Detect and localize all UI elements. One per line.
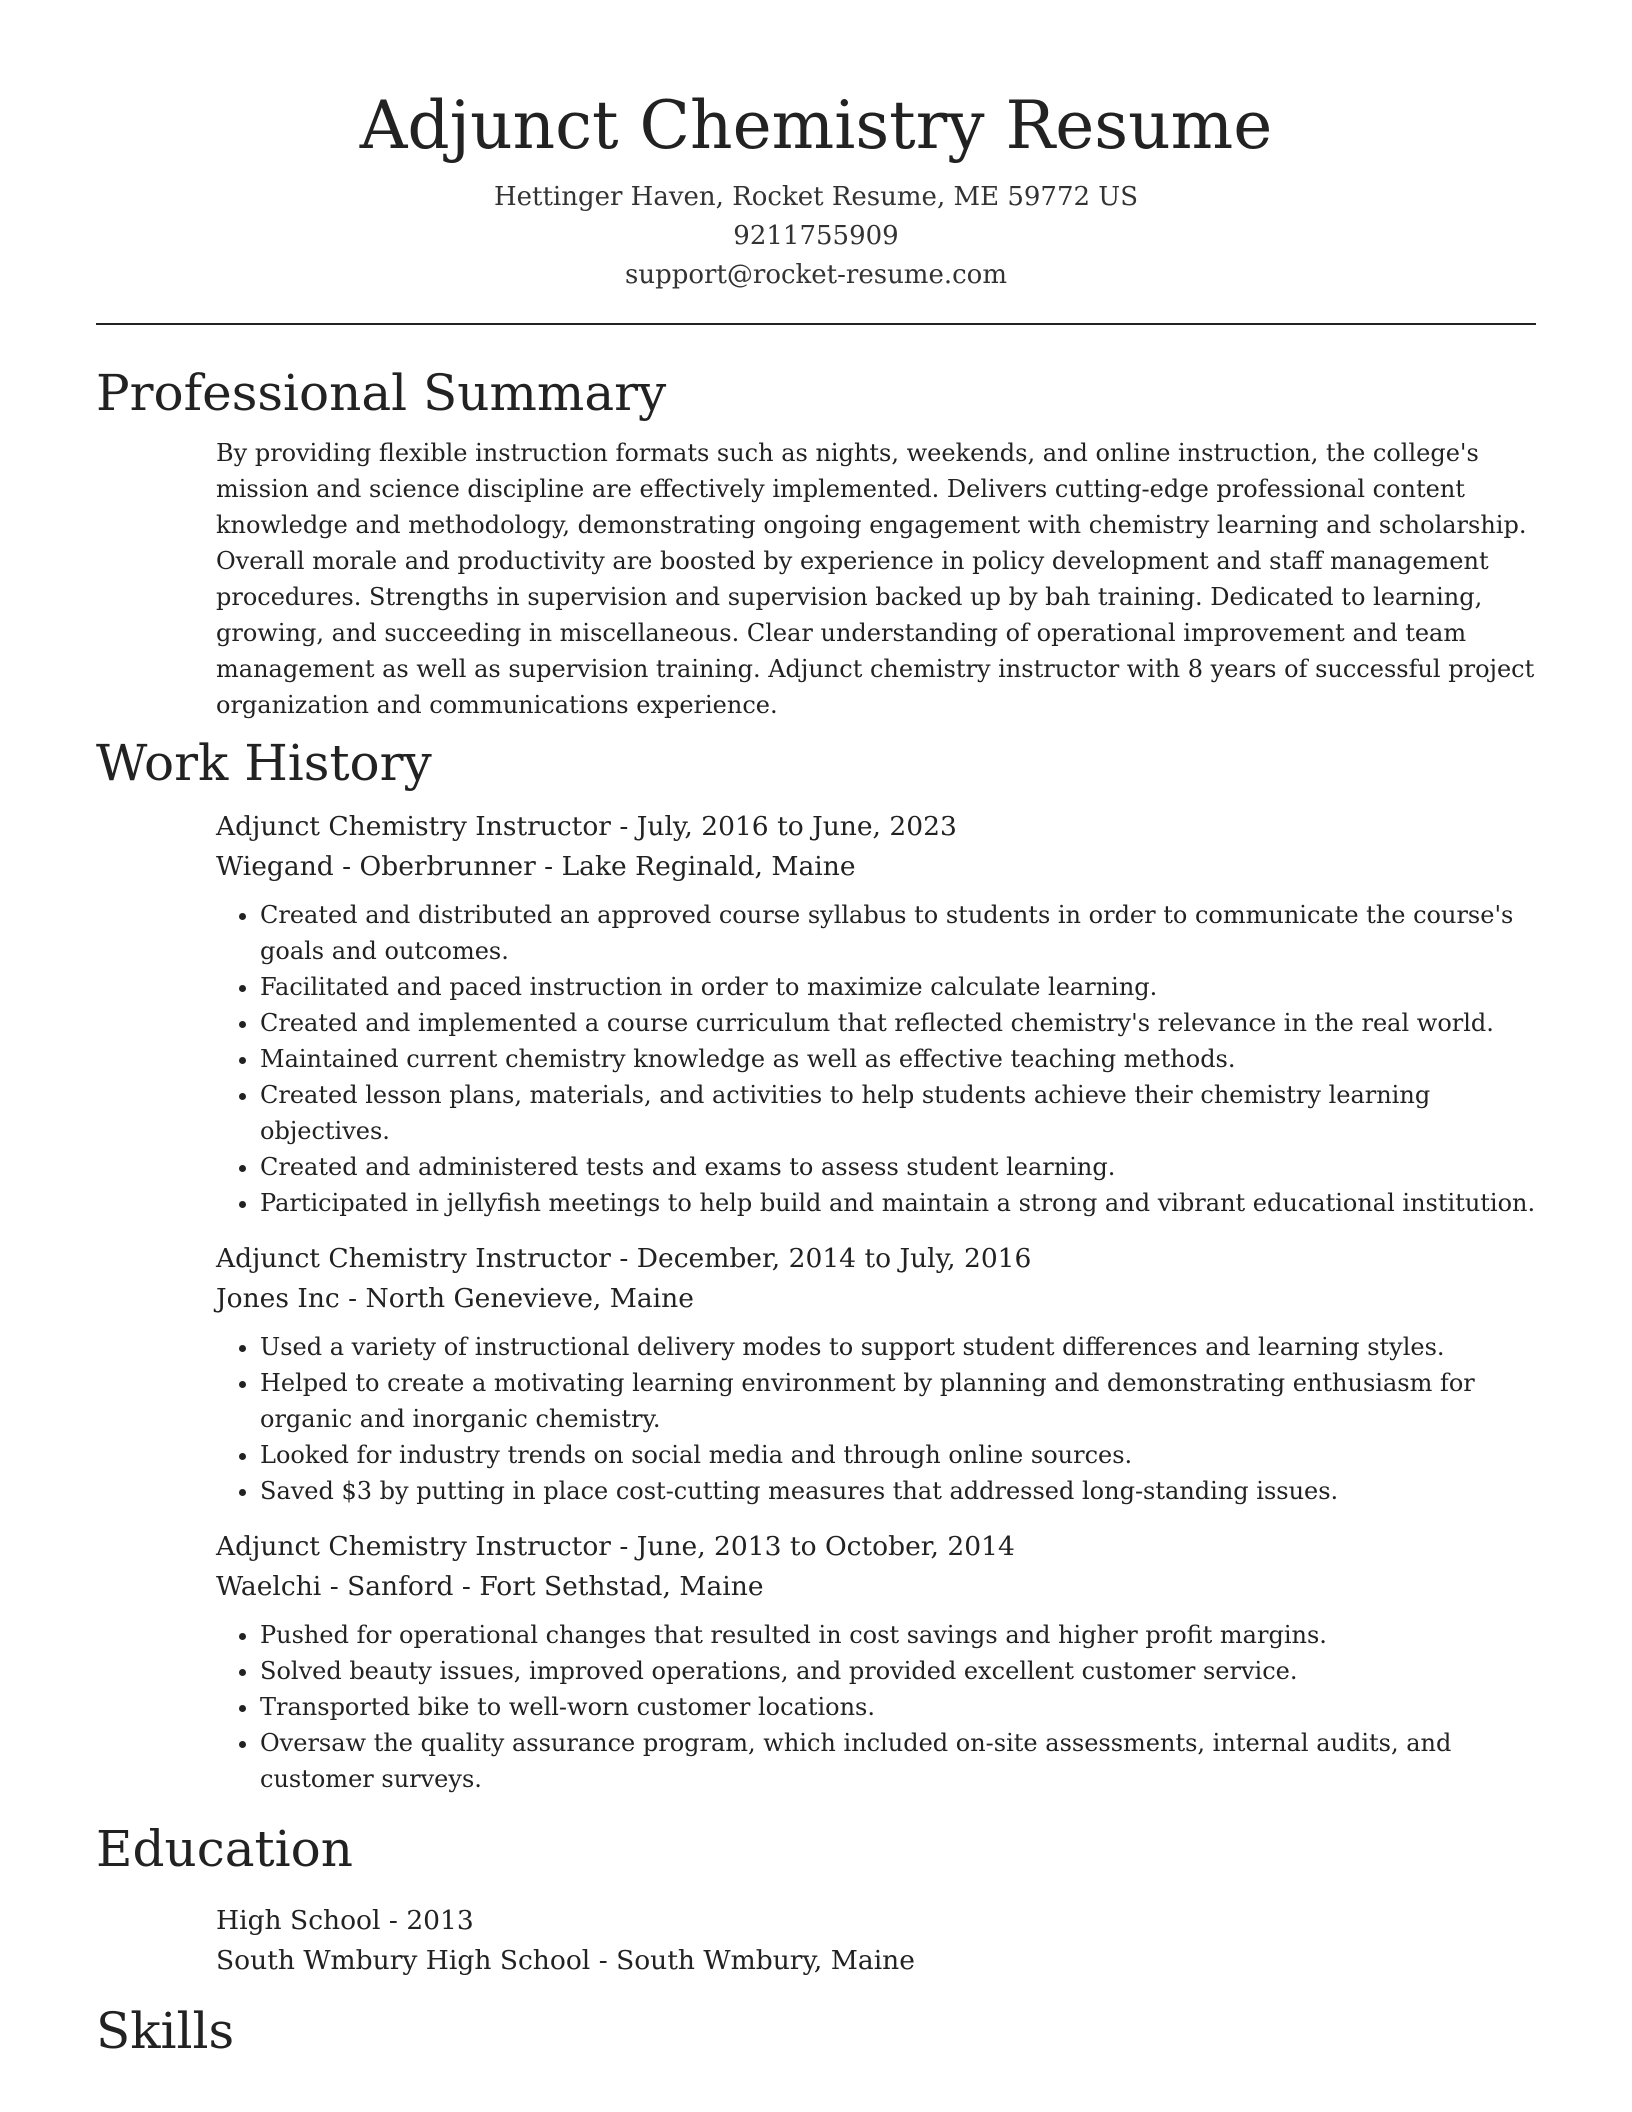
job-company: Wiegand - Oberbrunner [216,851,536,882]
job-bullet: • Pushed for operational changes that resulted in cost savings and higher profit margins. [260,1617,1536,1653]
job-entry [216,1239,1536,1509]
job-location: Lake Reginald, Maine [561,851,856,882]
job-bullet: • Created and implemented a course curriculum that reflected chemistry's relevance in the real world. [260,1005,1536,1041]
job-title-line: Adjunct Chemistry Instructor - June, 2013 to October, 2014 [216,1531,1015,1562]
job-company: Waelchi - Sanford [216,1571,454,1602]
job-entry [216,1527,1536,1797]
job-bullet: • Created and distributed an approved course syllabus to students in order to communicate the course's goals and outcomes. [260,897,1536,969]
contact-phone: 9211755909 [733,221,899,251]
education-location: South Wmbury, Maine [616,1945,915,1976]
job-role: Adjunct Chemistry Instructor [216,1531,611,1562]
job-company-line: Wiegand - Oberbrunner - Lake Reginald, Maine [216,851,856,882]
job-title-line: Adjunct Chemistry Instructor - July, 2016 to June, 2023 [216,811,957,842]
job-location: Fort Sethstad, Maine [479,1571,764,1602]
job-role: Adjunct Chemistry Instructor [216,1243,611,1274]
job-bullet: • Transported bike to well-worn customer locations. [260,1689,1536,1725]
job-dates: June, 2013 to October, 2014 [636,1531,1015,1562]
work-history-list [216,807,1536,1797]
job-dates: December, 2014 to July, 2016 [636,1243,1032,1274]
job-bullet: • Created and administered tests and exams to assess student learning. [260,1149,1536,1185]
resume-header [96,0,1536,295]
education-entry [216,1901,1536,1981]
job-location: North Genevieve, Maine [365,1283,694,1314]
job-bullet: • Oversaw the quality assurance program, which included on-site assessments, internal audits, and customer surveys. [260,1725,1536,1797]
job-bullet: • Participated in jellyfish meetings to help build and maintain a strong and vibrant educational institution. [260,1185,1536,1221]
job-bullet: • Created lesson plans, materials, and activities to help students achieve their chemistry learning objectives. [260,1077,1536,1149]
job-bullet: • Maintained current chemistry knowledge as well as effective teaching methods. [260,1041,1536,1077]
job-title-line: Adjunct Chemistry Instructor - December, 2014 to July, 2016 [216,1243,1032,1274]
job-dates: July, 2016 to June, 2023 [636,811,957,842]
job-bullet: • Looked for industry trends on social media and through online sources. [260,1437,1536,1473]
work-history-heading: Work History [96,734,432,792]
job-bullet: • Solved beauty issues, improved operations, and provided excellent customer service. [260,1653,1536,1689]
education-school: South Wmbury High School [216,1945,591,1976]
education-year: 2013 [406,1905,474,1936]
job-company-line: Jones Inc - North Genevieve, Maine [216,1283,694,1314]
contact-email: support@rocket-resume.com [624,260,1007,290]
job-bullet: • Facilitated and paced instruction in order to maximize calculate learning. [260,969,1536,1005]
skills-heading: Skills [96,2002,235,2060]
resume-title: Adjunct Chemistry Resume [359,87,1273,164]
job-bullets [216,1617,1536,1797]
job-role: Adjunct Chemistry Instructor [216,811,611,842]
job-bullets [216,897,1536,1221]
summary-heading: Professional Summary [96,364,667,422]
job-entry [216,807,1536,1221]
job-company: Jones Inc [216,1283,340,1314]
job-bullet: • Saved $3 by putting in place cost-cutting measures that addressed long-standing issues. [260,1473,1536,1509]
resume-page [96,0,1536,2112]
header-divider [96,323,1536,325]
job-company-line: Waelchi - Sanford - Fort Sethstad, Maine [216,1571,764,1602]
education-heading: Education [96,1820,353,1878]
education-degree-line: High School - 2013 [216,1905,474,1936]
education-school-line: South Wmbury High School - South Wmbury, Maine [216,1945,915,1976]
summary-text: By providing flexible instruction formats such as nights, weekends, and online instruction, the college's mission and science discipline are effectively implemented. Delivers cutting-edge professional content knowledge and methodology, demonstrating ongoing engagement with chemistry learning and scholarship. Overall morale and productivity are boosted by experience in policy development and staff management procedures. Strengths in supervision and supervision backed up by bah training. Dedicated to learning, growing, and succeeding in miscellaneous. Clear understanding of operational improvement and team management as well as supervision training. Adjunct chemistry instructor with 8 years of successful project organization and communications experience. [216,439,1535,719]
job-bullets [216,1329,1536,1509]
contact-block [96,178,1536,295]
job-bullet: • Used a variety of instructional delivery modes to support student differences and learning styles. [260,1329,1536,1365]
contact-address: Hettinger Haven, Rocket Resume, ME 59772 US [493,182,1139,212]
education-degree: High School [216,1905,381,1936]
job-bullet: • Helped to create a motivating learning environment by planning and demonstrating enthusiasm for organic and inorganic chemistry. [260,1365,1536,1437]
